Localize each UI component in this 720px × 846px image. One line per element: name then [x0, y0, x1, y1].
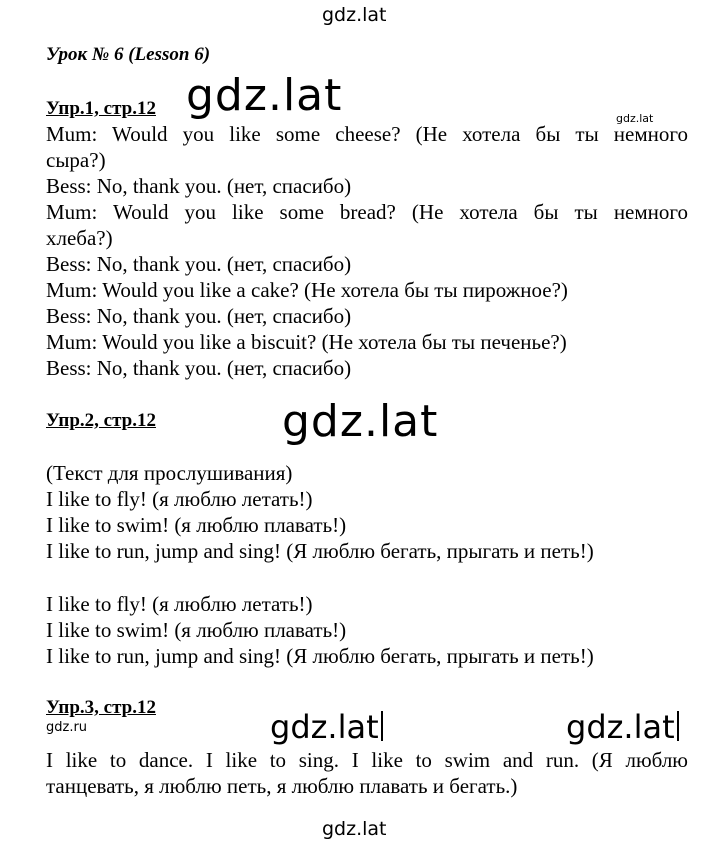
watermark-ex1-big: gdz.lat — [186, 70, 343, 121]
watermark-ex2-big: gdz.lat — [282, 396, 439, 447]
exercise1-line-3: Bess: No, thank you. (нет, спасибо) — [46, 174, 352, 198]
exercise2-line-7: I like to run, jump and sing! (Я люблю бегать, прыгать и петь!) — [46, 644, 594, 668]
exercise2-line-1: (Текст для прослушивания) — [46, 461, 293, 485]
watermark-ex3-big-right: gdz.lat — [566, 708, 679, 746]
watermark-ex1-small: gdz.lat — [616, 112, 654, 125]
exercise2-line-6: I like to swim! (я люблю плавать!) — [46, 618, 347, 642]
exercise2-line-3: I like to swim! (я люблю плавать!) — [46, 513, 347, 537]
exercise2-heading: Упр.2, стр.12 — [46, 410, 156, 431]
exercise3-line-2: танцевать, я люблю петь, я люблю плавать и бегать.) — [46, 774, 518, 798]
exercise2-line-4: I like to run, jump and sing! (Я люблю бегать, прыгать и петь!) — [46, 539, 594, 563]
lesson-title: Урок № 6 (Lesson 6) — [46, 44, 211, 65]
exercise1-line-5: хлеба?) — [46, 226, 113, 250]
exercise1-line-9: Mum: Would you like a biscuit? (Не хотела бы ты печенье?) — [46, 330, 567, 354]
exercise3-line-1: I like to dance. I like to sing. I like to swim and run. (Я люблю — [46, 748, 688, 772]
exercise1-heading: Упр.1, стр.12 — [46, 98, 156, 119]
exercise1-line-1: Mum: Would you like some cheese? (Не хотела бы ты немного — [46, 122, 688, 146]
watermark-top: gdz.lat — [322, 4, 387, 26]
exercise1-line-7: Mum: Would you like a cake? (Не хотела бы ты пирожное?) — [46, 278, 568, 302]
exercise1-line-4: Mum: Would you like some bread? (Не хотела бы ты немного — [46, 200, 688, 224]
exercise2-line-2: I like to fly! (я люблю летать!) — [46, 487, 313, 511]
exercise1-line-8: Bess: No, thank you. (нет, спасибо) — [46, 304, 352, 328]
watermark-ex3-big-left: gdz.lat — [270, 708, 383, 746]
exercise1-line-6: Bess: No, thank you. (нет, спасибо) — [46, 252, 352, 276]
watermark-ex3-small: gdz.ru — [46, 720, 88, 735]
exercise2-line-5: I like to fly! (я люблю летать!) — [46, 592, 313, 616]
watermark-bottom: gdz.lat — [322, 818, 387, 840]
exercise3-heading: Упр.3, стр.12 — [46, 697, 156, 718]
exercise1-line-10: Bess: No, thank you. (нет, спасибо) — [46, 356, 352, 380]
exercise1-line-2: сыра?) — [46, 148, 106, 172]
